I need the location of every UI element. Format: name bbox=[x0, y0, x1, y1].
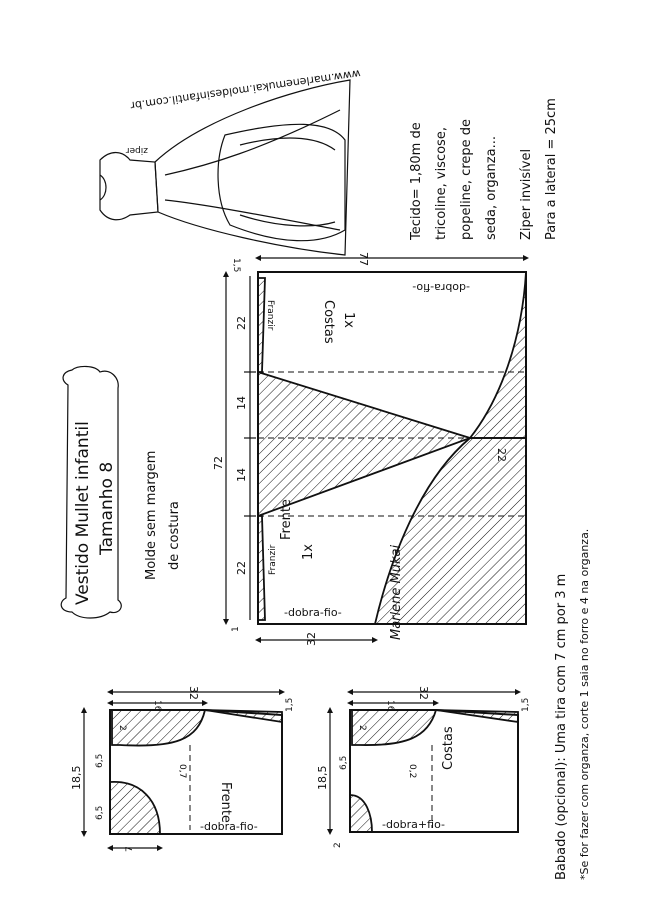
ruffle-line: Babado (opcional): Uma tira com 7 cm por 3 m bbox=[554, 573, 569, 880]
back-bodice-part-width: 16 bbox=[385, 700, 395, 712]
skirt-seg-b: 14 bbox=[235, 396, 248, 410]
back-bodice-fold: -dobra+fio- bbox=[382, 818, 445, 831]
front-bodice-fold: -dobra-fio- bbox=[200, 820, 258, 833]
skirt-height-measure: 72 bbox=[212, 456, 225, 470]
front-bodice-seg-b: 6,5 bbox=[95, 805, 105, 820]
back-neckline bbox=[350, 795, 372, 832]
front-bodice-part-width: 16 bbox=[152, 700, 162, 712]
front-bodice-label: Frente bbox=[218, 782, 233, 823]
website-text: www.marlenemukai.moldesinfantil.com.br bbox=[129, 67, 362, 113]
back-bodice-label: Costas bbox=[441, 726, 456, 770]
skirt-pattern bbox=[212, 252, 526, 646]
front-bodice-side-gap: 1,5 bbox=[285, 697, 295, 712]
back-bodice-dart: 0,2 bbox=[407, 764, 417, 779]
front-neckline bbox=[110, 782, 160, 834]
back-bodice-height: 18,5 bbox=[316, 765, 329, 790]
back-bodice bbox=[316, 686, 531, 848]
skirt-seg-a: 22 bbox=[235, 316, 248, 330]
skirt-bottom-offset: 1 bbox=[231, 626, 241, 632]
back-bodice-side-gap: 1,5 bbox=[521, 697, 531, 712]
front-bodice-top-gap: 2 bbox=[117, 725, 127, 731]
tecido-label: Tecido= 1,80m de bbox=[409, 122, 424, 240]
tecido-line3: popeline, crepe de bbox=[459, 118, 474, 240]
skirt-bottom-width: 32 bbox=[305, 632, 318, 646]
ziper-spec: Ziper invisível bbox=[519, 148, 534, 240]
frenzir-strip-bottom bbox=[258, 516, 265, 620]
frenzir-strip-top bbox=[258, 278, 265, 372]
back-bodice-seg-a: 6,5 bbox=[339, 755, 349, 770]
back-shoulder-strip bbox=[436, 710, 518, 722]
skirt-front-label: Frente bbox=[279, 499, 294, 540]
diag-measure: 22 bbox=[495, 448, 508, 462]
frenzir-top-label: Franzir bbox=[265, 300, 275, 331]
frenzir-bottom-label: Franzir bbox=[268, 544, 278, 575]
skirt-back-qty: 1x bbox=[341, 312, 356, 328]
title-note2: de costura bbox=[167, 501, 182, 570]
skirt-seg-c: 14 bbox=[235, 468, 248, 482]
skirt-top-offset: 1,5 bbox=[231, 258, 241, 273]
fabric-specs bbox=[409, 98, 559, 241]
ziper-label: ziper bbox=[125, 145, 148, 155]
skirt-seg-d: 22 bbox=[235, 561, 248, 575]
skirt-width-measure: 77 bbox=[357, 252, 370, 266]
dress-sketch bbox=[100, 67, 361, 255]
signature: Marlene Mukai bbox=[389, 544, 404, 640]
front-bodice-width: 32 bbox=[187, 686, 200, 700]
ziper-side-spec: Para a lateral = 25cm bbox=[544, 98, 559, 240]
title-line2: Tamanho 8 bbox=[97, 461, 117, 555]
title-note1: Molde sem margem bbox=[144, 450, 159, 580]
front-bodice-bottom: 7 bbox=[125, 846, 135, 852]
hem-curve-top bbox=[470, 272, 526, 438]
back-bodice-top-gap: 2 bbox=[357, 725, 367, 731]
back-bodice-width: 32 bbox=[417, 686, 430, 700]
front-bodice-dart: 0,7 bbox=[177, 764, 187, 779]
tecido-line2: tricoline, viscose, bbox=[434, 127, 449, 240]
title-block bbox=[61, 366, 182, 618]
skirt-back-label: Costas bbox=[321, 300, 336, 344]
fold-bottom-label: -dobra-fio- bbox=[284, 606, 342, 619]
ruffle-note: *Se for fazer com organza, corte 1 saia no forro e 4 na organza. bbox=[578, 528, 591, 880]
tecido-line4: seda, organza... bbox=[484, 136, 499, 240]
front-bodice-seg-a: 6,5 bbox=[95, 753, 105, 768]
back-bodice-bottom: 2 bbox=[333, 842, 343, 848]
fold-top-label: -dobra-fio- bbox=[412, 281, 470, 294]
front-bodice bbox=[70, 686, 295, 852]
skirt-front-qty: 1x bbox=[301, 544, 316, 560]
title-line1: Vestido Mullet infantil bbox=[73, 421, 93, 605]
ruffle-notes bbox=[554, 529, 591, 880]
front-shoulder-strip bbox=[205, 710, 282, 722]
front-bodice-height: 18,5 bbox=[70, 765, 83, 790]
